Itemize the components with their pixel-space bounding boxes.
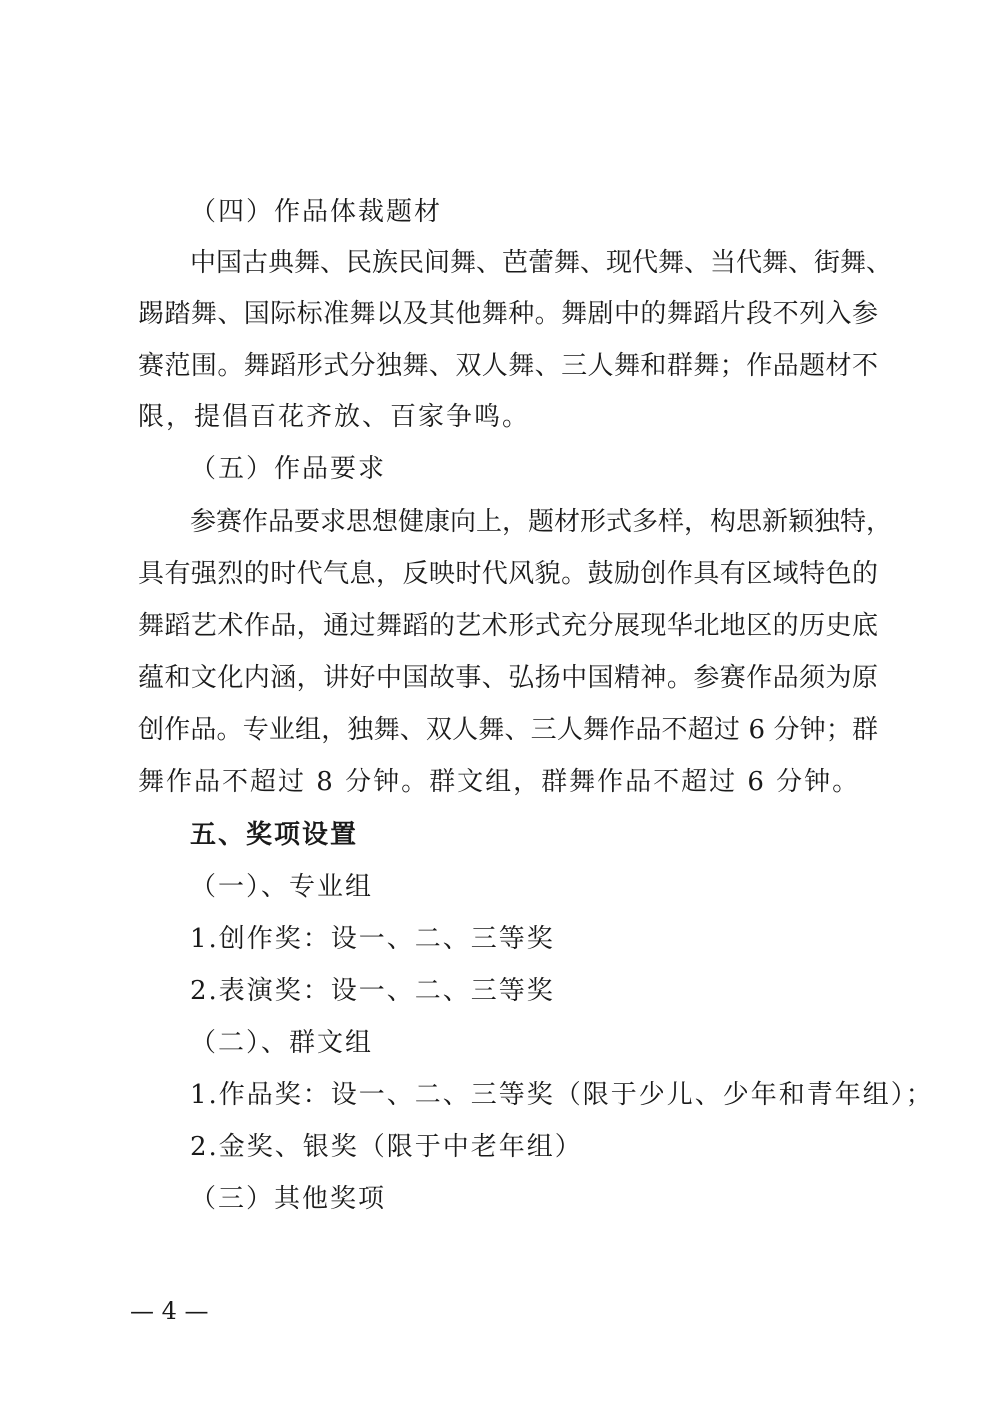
awards-heading: 五、奖项设置	[190, 820, 359, 850]
page-number: — 4 —	[130, 1297, 209, 1325]
professional-item-1: 1.创作奖：设一、二、三等奖	[190, 924, 555, 954]
mass-culture-item-1: 1.作品奖：设一、二、三等奖（限于少儿、少年和青年组）；	[190, 1080, 934, 1110]
section-5-line-4: 蕴和文化内涵，讲好中国故事、弘扬中国精神。参赛作品须为原	[138, 663, 878, 693]
other-awards-heading: （三）其他奖项	[190, 1184, 387, 1214]
mass-culture-group-heading: （二）、群文组	[190, 1028, 374, 1058]
section-5-line-1: 参赛作品要求思想健康向上，题材形式多样，构思新颖独特，	[190, 507, 893, 537]
professional-item-2: 2.表演奖：设一、二、三等奖	[190, 976, 555, 1006]
professional-group-heading: （一）、专业组	[190, 872, 374, 902]
section-4-line-2: 踢踏舞、国际标准舞以及其他舞种。舞剧中的舞蹈片段不列入参	[138, 299, 878, 329]
section-4-line-1: 中国古典舞、民族民间舞、芭蕾舞、现代舞、当代舞、街舞、	[190, 248, 893, 278]
section-5-line-2: 具有强烈的时代气息，反映时代风貌。鼓励创作具有区域特色的	[138, 559, 878, 589]
section-4-line-3: 赛范围。舞蹈形式分独舞、双人舞、三人舞和群舞；作品题材不	[138, 351, 878, 381]
section-5-line-6: 舞作品不超过 8 分钟。群文组，群舞作品不超过 6 分钟。	[138, 767, 861, 797]
section-4-heading: （四）作品体裁题材	[190, 197, 443, 227]
section-5-heading: （五）作品要求	[190, 454, 387, 484]
section-4-line-4: 限，提倡百花齐放、百家争鸣。	[138, 402, 531, 432]
section-5-line-3: 舞蹈艺术作品，通过舞蹈的艺术形式充分展现华北地区的历史底	[138, 611, 878, 641]
mass-culture-item-2: 2.金奖、银奖（限于中老年组）	[190, 1132, 583, 1162]
section-5-line-5: 创作品。专业组，独舞、双人舞、三人舞作品不超过 6 分钟；群	[138, 715, 878, 745]
